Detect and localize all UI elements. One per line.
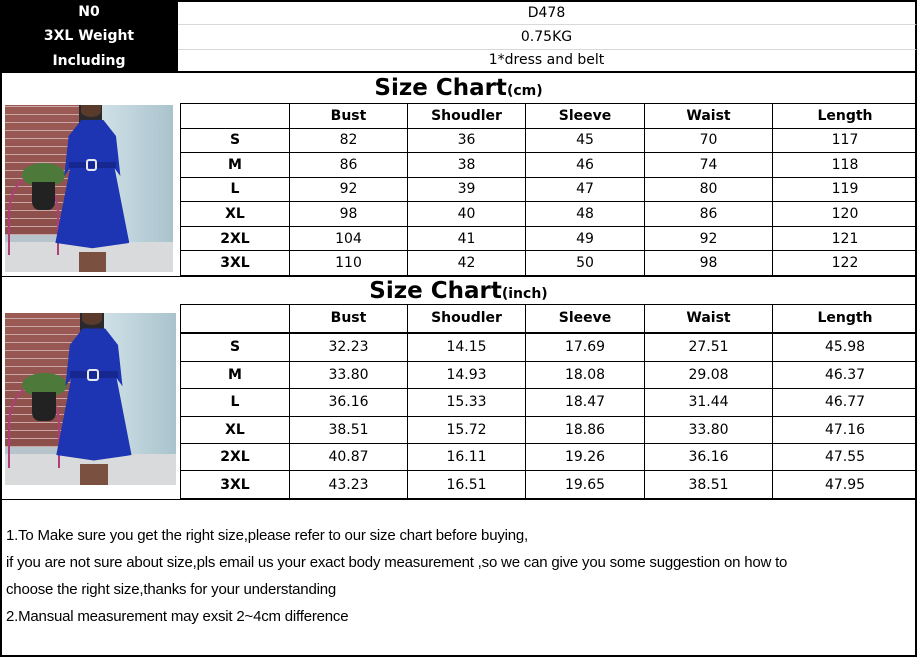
- sizing-notes: [0, 499, 917, 657]
- table-row: [181, 153, 917, 178]
- cell: 19.65: [526, 471, 645, 499]
- cell: 39: [408, 177, 526, 202]
- table-row: [181, 333, 917, 361]
- product-photo: [5, 313, 176, 485]
- size-label: S: [181, 128, 290, 153]
- size-label: 3XL: [181, 471, 290, 499]
- note-line: choose the right size,thanks for your understanding: [6, 581, 337, 598]
- cell: 38.51: [290, 416, 408, 443]
- cell: 18.47: [526, 389, 645, 416]
- table-header-row: [181, 305, 917, 333]
- size-label: M: [181, 361, 290, 388]
- header-sleeve: Sleeve: [526, 104, 645, 129]
- table-row: [181, 361, 917, 388]
- title-text: Size Chart: [369, 277, 502, 304]
- note-line: 1.To Make sure you get the right size,please refer to our size chart before buying,: [6, 527, 529, 544]
- size-label: 2XL: [181, 226, 290, 251]
- inch-chart-block: [0, 304, 917, 499]
- cell: 18.08: [526, 361, 645, 388]
- cell: 50: [526, 251, 645, 276]
- cell: 43.23: [290, 471, 408, 499]
- product-photo: [5, 105, 173, 272]
- table-row: [181, 416, 917, 443]
- cm-chart-title: [0, 73, 917, 103]
- cell: 122: [773, 251, 917, 276]
- cell: 47.95: [773, 471, 917, 499]
- cell: 14.15: [408, 333, 526, 361]
- cell: 46.77: [773, 389, 917, 416]
- cell: 40.87: [290, 443, 408, 470]
- cell: 15.33: [408, 389, 526, 416]
- header-cell: [181, 305, 290, 333]
- cell: 19.26: [526, 443, 645, 470]
- cell: 14.93: [408, 361, 526, 388]
- cell: 82: [290, 128, 408, 153]
- cell: 46.37: [773, 361, 917, 388]
- cell: 121: [773, 226, 917, 251]
- cell: 16.51: [408, 471, 526, 499]
- inch-chart-title: [0, 276, 917, 304]
- cell: 119: [773, 177, 917, 202]
- unit-text: (inch): [501, 285, 548, 302]
- size-label: XL: [181, 202, 290, 227]
- cell: 45.98: [773, 333, 917, 361]
- cell: 38: [408, 153, 526, 178]
- info-label: N0: [0, 0, 178, 24]
- size-label: L: [181, 177, 290, 202]
- info-label: 3XL Weight: [0, 24, 178, 48]
- inch-size-table: [180, 304, 917, 499]
- cell: 17.69: [526, 333, 645, 361]
- cell: 40: [408, 202, 526, 227]
- size-label: M: [181, 153, 290, 178]
- info-value: 0.75KG: [178, 24, 917, 48]
- info-label: Including: [0, 49, 178, 73]
- cell: 98: [645, 251, 773, 276]
- cell: 18.86: [526, 416, 645, 443]
- cell: 110: [290, 251, 408, 276]
- size-label: S: [181, 333, 290, 361]
- header-shoulder: Shoudler: [408, 305, 526, 333]
- table-row: [181, 177, 917, 202]
- cell: 47.55: [773, 443, 917, 470]
- table-row: [181, 128, 917, 153]
- cell: 117: [773, 128, 917, 153]
- cell: 49: [526, 226, 645, 251]
- header-length: Length: [773, 305, 917, 333]
- product-info: [0, 0, 917, 73]
- cell: 98: [290, 202, 408, 227]
- info-row-including: [0, 49, 917, 73]
- header-bust: Bust: [290, 104, 408, 129]
- cell: 38.51: [645, 471, 773, 499]
- cell: 42: [408, 251, 526, 276]
- cell: 15.72: [408, 416, 526, 443]
- cell: 36: [408, 128, 526, 153]
- header-sleeve: Sleeve: [526, 305, 645, 333]
- cell: 33.80: [645, 416, 773, 443]
- header-waist: Waist: [645, 104, 773, 129]
- cell: 27.51: [645, 333, 773, 361]
- table-row: [181, 471, 917, 499]
- unit-text: (cm): [506, 83, 543, 99]
- cell: 118: [773, 153, 917, 178]
- cell: 36.16: [645, 443, 773, 470]
- size-label: XL: [181, 416, 290, 443]
- header-bust: Bust: [290, 305, 408, 333]
- header-cell: [181, 104, 290, 129]
- cell: 29.08: [645, 361, 773, 388]
- table-row: [181, 389, 917, 416]
- cell: 16.11: [408, 443, 526, 470]
- cell: 45: [526, 128, 645, 153]
- cell: 48: [526, 202, 645, 227]
- table-row: [181, 443, 917, 470]
- table-row: [181, 251, 917, 276]
- cell: 74: [645, 153, 773, 178]
- cell: 47: [526, 177, 645, 202]
- cell: 104: [290, 226, 408, 251]
- cell: 70: [645, 128, 773, 153]
- header-length: Length: [773, 104, 917, 129]
- cell: 80: [645, 177, 773, 202]
- cell: 46: [526, 153, 645, 178]
- cell: 92: [290, 177, 408, 202]
- cm-size-table: [180, 103, 917, 276]
- info-value: D478: [178, 0, 917, 24]
- table-row: [181, 202, 917, 227]
- note-line: if you are not sure about size,pls email us your exact body measurement ,so we can give you some suggestion on how to: [6, 554, 788, 571]
- size-label: 3XL: [181, 251, 290, 276]
- cell: 120: [773, 202, 917, 227]
- size-label: 2XL: [181, 443, 290, 470]
- size-label: L: [181, 389, 290, 416]
- cell: 86: [290, 153, 408, 178]
- cell: 31.44: [645, 389, 773, 416]
- table-header-row: [181, 104, 917, 129]
- cm-chart-block: [0, 103, 917, 276]
- note-line: 2.Mansual measurement may exsit 2~4cm difference: [6, 608, 349, 625]
- cell: 32.23: [290, 333, 408, 361]
- info-row-number: [0, 0, 917, 24]
- title-text: Size Chart: [374, 75, 507, 101]
- cell: 92: [645, 226, 773, 251]
- table-row: [181, 226, 917, 251]
- cell: 41: [408, 226, 526, 251]
- cell: 33.80: [290, 361, 408, 388]
- header-shoulder: Shoudler: [408, 104, 526, 129]
- header-waist: Waist: [645, 305, 773, 333]
- info-value: 1*dress and belt: [178, 49, 917, 73]
- cell: 86: [645, 202, 773, 227]
- cell: 47.16: [773, 416, 917, 443]
- cell: 36.16: [290, 389, 408, 416]
- info-row-weight: [0, 24, 917, 48]
